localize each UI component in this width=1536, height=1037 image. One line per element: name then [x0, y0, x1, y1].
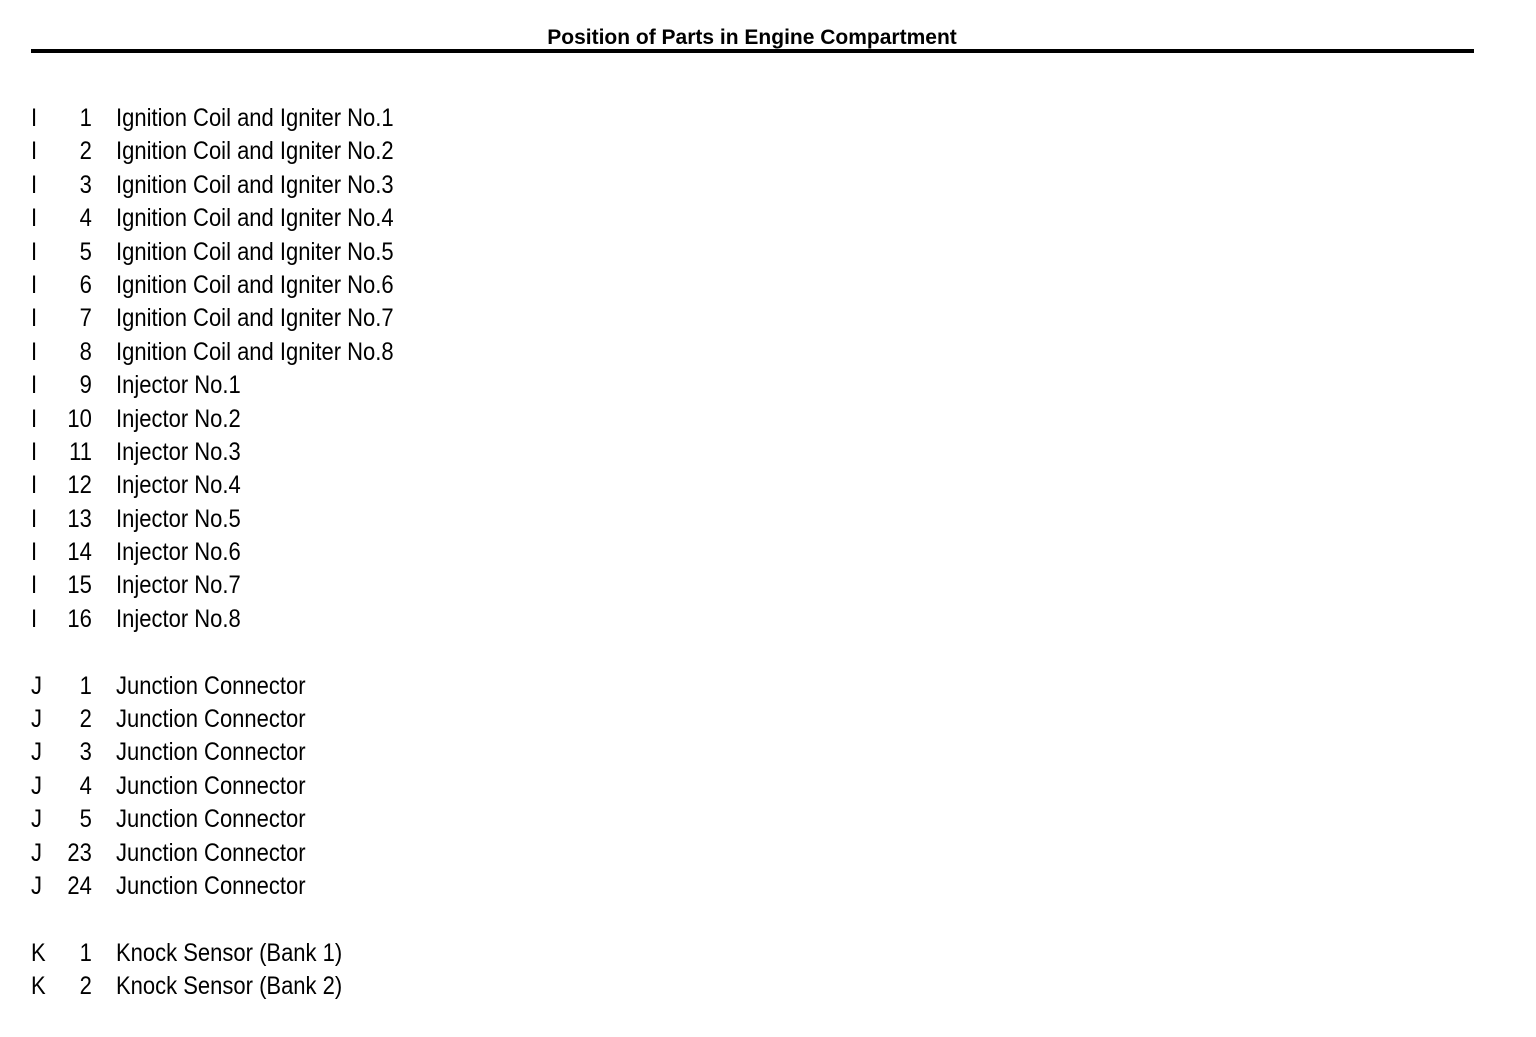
page-title: Position of Parts in Engine Compartment	[547, 26, 957, 49]
part-code: I	[31, 170, 38, 199]
part-number: 1	[79, 104, 92, 132]
part-name: Injector No.5	[116, 504, 241, 533]
part-code: I	[31, 104, 38, 132]
part-number: 9	[79, 371, 92, 400]
part-name: Junction Connector	[116, 871, 306, 900]
part-code: I	[31, 371, 38, 400]
part-number-cell	[40, 503, 92, 536]
part-number-cell	[40, 102, 92, 135]
part-code: J	[31, 705, 42, 734]
part-number-cell	[40, 736, 92, 769]
part-name: Injector No.6	[116, 538, 241, 567]
part-number: 8	[79, 337, 92, 366]
part-number-cell	[40, 536, 92, 569]
part-number-cell	[40, 436, 92, 469]
part-name: Ignition Coil and Igniter No.3	[116, 170, 394, 199]
part-number: 11	[69, 437, 92, 466]
part-number: 2	[79, 705, 92, 734]
part-number-cell	[40, 269, 92, 302]
part-number-cell	[40, 603, 92, 636]
part-number-cell	[40, 670, 92, 703]
part-code: K	[31, 938, 46, 967]
part-number-cell	[40, 135, 92, 168]
part-code: I	[31, 237, 38, 266]
part-code: I	[31, 437, 38, 466]
part-number: 3	[79, 170, 92, 199]
part-name: Ignition Coil and Igniter No.5	[116, 237, 394, 266]
part-code: I	[31, 304, 38, 333]
part-number-cell	[40, 369, 92, 402]
part-number-cell	[40, 302, 92, 335]
part-number: 1	[79, 671, 92, 700]
part-name: Ignition Coil and Igniter No.4	[116, 204, 394, 233]
part-number-cell	[40, 770, 92, 803]
part-code: I	[31, 538, 38, 567]
part-name: Junction Connector	[116, 705, 306, 734]
part-number-cell	[40, 937, 92, 970]
part-name: Junction Connector	[116, 805, 306, 834]
part-number: 6	[79, 270, 92, 299]
part-number: 4	[79, 204, 92, 233]
part-number: 4	[79, 771, 92, 800]
part-number: 15	[67, 571, 92, 600]
part-code: I	[31, 471, 38, 500]
part-number: 2	[79, 137, 92, 166]
part-code: I	[31, 404, 38, 433]
part-name: Injector No.1	[116, 371, 241, 400]
part-number: 12	[67, 471, 92, 500]
part-name: Injector No.3	[116, 437, 241, 466]
part-number: 24	[67, 871, 92, 900]
title-divider	[31, 49, 1474, 53]
part-name: Junction Connector	[116, 771, 306, 800]
part-code: J	[31, 738, 42, 767]
part-code: I	[31, 337, 38, 366]
part-number-cell	[40, 236, 92, 269]
part-name: Knock Sensor (Bank 1)	[116, 938, 343, 967]
part-name: Ignition Coil and Igniter No.8	[116, 337, 394, 366]
part-number: 7	[79, 304, 92, 333]
part-name: Injector No.2	[116, 404, 241, 433]
part-code: I	[31, 504, 38, 533]
part-code: K	[31, 972, 46, 1001]
part-number: 3	[79, 738, 92, 767]
part-number-cell	[40, 169, 92, 202]
part-code: J	[31, 805, 42, 834]
part-number: 2	[79, 972, 92, 1001]
part-name: Junction Connector	[116, 738, 306, 767]
part-number: 1	[79, 938, 92, 967]
part-name: Junction Connector	[116, 838, 306, 867]
part-number-cell	[40, 336, 92, 369]
part-name: Junction Connector	[116, 671, 306, 700]
part-code: J	[31, 671, 42, 700]
part-code: J	[31, 871, 42, 900]
part-number: 5	[79, 237, 92, 266]
part-name: Ignition Coil and Igniter No.1	[116, 104, 394, 132]
part-name: Injector No.8	[116, 604, 241, 633]
part-name: Knock Sensor (Bank 2)	[116, 972, 343, 1001]
part-code: I	[31, 604, 38, 633]
part-code: I	[31, 204, 38, 233]
part-number: 23	[67, 838, 92, 867]
part-name: Ignition Coil and Igniter No.2	[116, 137, 394, 166]
part-number: 16	[67, 604, 92, 633]
part-number: 10	[67, 404, 92, 433]
part-code: I	[31, 137, 38, 166]
part-number-cell	[40, 703, 92, 736]
part-name: Injector No.4	[116, 471, 241, 500]
part-code: J	[31, 838, 42, 867]
part-code: I	[31, 270, 38, 299]
part-name: Ignition Coil and Igniter No.7	[116, 304, 394, 333]
part-number-cell	[40, 202, 92, 235]
part-number: 14	[67, 538, 92, 567]
part-code: I	[31, 571, 38, 600]
part-number-cell	[40, 870, 92, 903]
part-number-cell	[40, 469, 92, 502]
part-number: 5	[79, 805, 92, 834]
part-number: 13	[67, 504, 92, 533]
part-number-cell	[40, 970, 92, 1003]
part-number-cell	[40, 403, 92, 436]
part-code: J	[31, 771, 42, 800]
part-number-cell	[40, 837, 92, 870]
part-name: Injector No.7	[116, 571, 241, 600]
part-name: Ignition Coil and Igniter No.6	[116, 270, 394, 299]
part-number-cell	[40, 569, 92, 602]
part-number-cell	[40, 803, 92, 836]
